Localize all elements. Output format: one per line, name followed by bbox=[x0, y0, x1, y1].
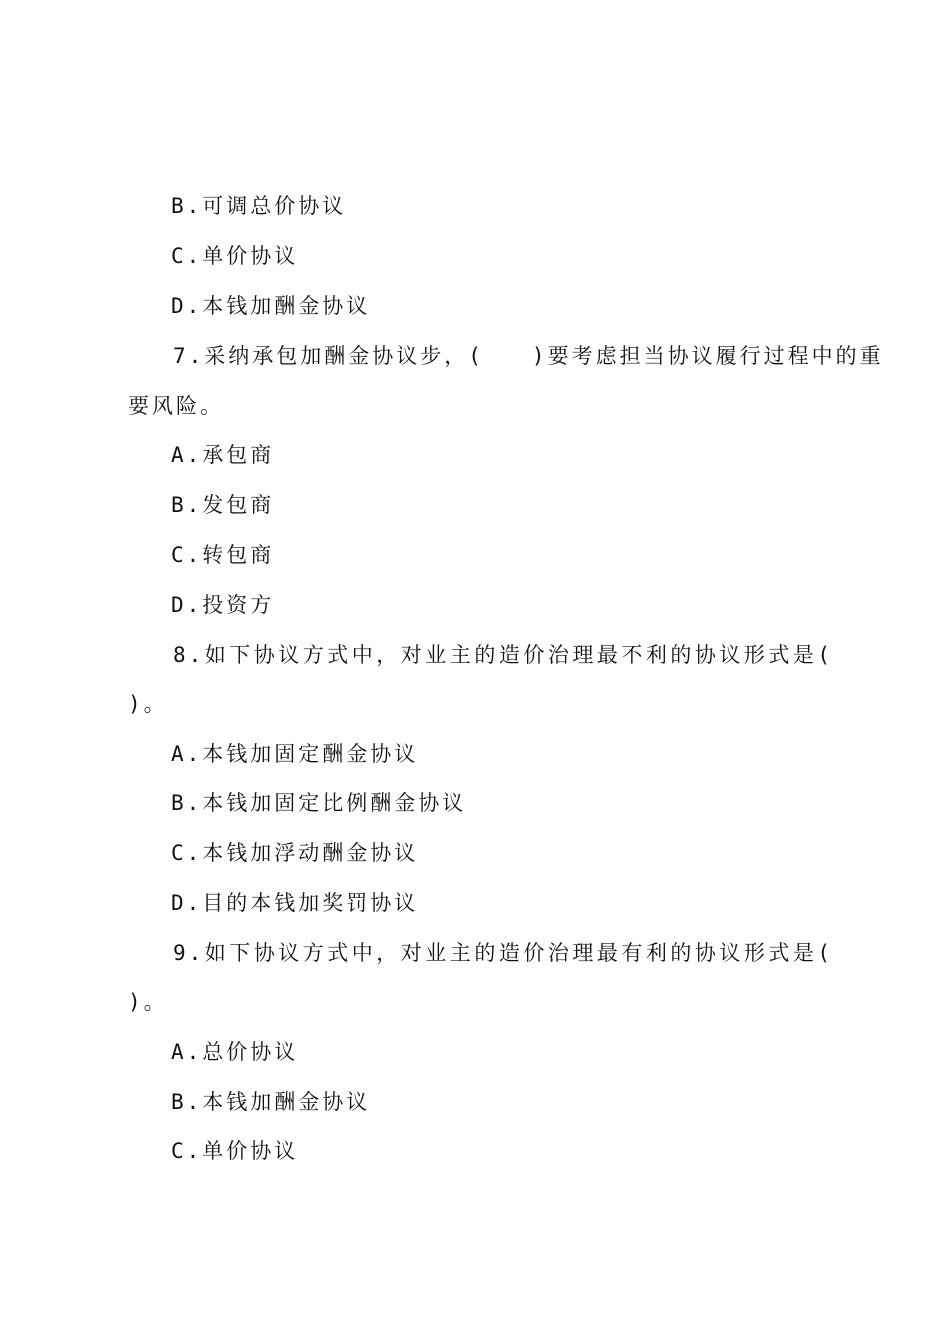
option-line: B.可调总价协议 bbox=[171, 194, 347, 218]
option-line: C.本钱加浮动酬金协议 bbox=[171, 841, 419, 865]
question-9-line-2: )。 bbox=[128, 990, 168, 1014]
option-line: D.投资方 bbox=[171, 593, 275, 617]
option-line: C.转包商 bbox=[171, 543, 275, 567]
question-8-line-1: 8.如下协议方式中，对业主的造价治理最不利的协议形式是( bbox=[173, 643, 833, 667]
question-8-line-2: )。 bbox=[128, 692, 168, 716]
option-line: C.单价协议 bbox=[171, 1139, 299, 1163]
option-line: D.本钱加酬金协议 bbox=[171, 294, 371, 318]
question-7-line-1: 7.采纳承包加酬金协议步，( )要考虑担当协议履行过程中的重 bbox=[173, 344, 884, 368]
option-line: B.发包商 bbox=[171, 493, 275, 517]
option-line: A.本钱加固定酬金协议 bbox=[171, 742, 419, 766]
option-line: A.总价协议 bbox=[171, 1040, 299, 1064]
question-9-line-1: 9.如下协议方式中，对业主的造价治理最有利的协议形式是( bbox=[173, 941, 833, 965]
option-line: B.本钱加酬金协议 bbox=[171, 1090, 371, 1114]
option-line: A.承包商 bbox=[171, 443, 275, 467]
option-line: B.本钱加固定比例酬金协议 bbox=[171, 791, 467, 815]
question-7-line-2: 要风险。 bbox=[128, 394, 224, 418]
option-line: D.目的本钱加奖罚协议 bbox=[171, 891, 419, 915]
option-line: C.单价协议 bbox=[171, 244, 299, 268]
